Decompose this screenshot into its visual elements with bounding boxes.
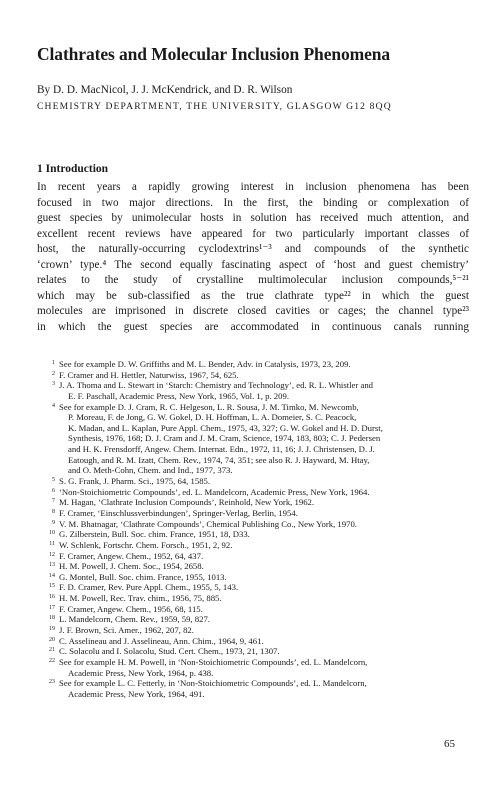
- body-line: which may be sub-classified as the true clathrate type²² in which the guest: [37, 289, 469, 302]
- footnote: [37, 551, 477, 562]
- footnote-number: 20: [49, 636, 55, 643]
- body-text: [37, 180, 469, 335]
- footnote-line: L. Mandelcorn, Chem. Rev., 1959, 59, 827.: [59, 614, 210, 625]
- footnote-number: 9: [52, 519, 55, 526]
- footnote-line: F. Cramer, ‘Einschlussverbindungen’, Springer-Verlag, Berlin, 1954.: [59, 507, 298, 518]
- footnote-line: Academic Press, New York, 1964, 491.: [68, 688, 205, 699]
- footnote-number: 18: [49, 615, 55, 622]
- footnote-line: E. F. Paschall, Academic Press, New York, 1965, Vol. 1, p. 209.: [68, 390, 289, 401]
- footnote-line: G. Montel, Bull. Soc. chim. France, 1955, 1013.: [59, 571, 227, 582]
- body-line: guest species by unimolecular hosts in solution has received much attention, and: [37, 212, 469, 225]
- article-title: Clathrates and Molecular Inclusion Phenomena: [37, 44, 391, 64]
- footnote: [37, 519, 477, 530]
- footnote: [37, 402, 477, 476]
- footnote-number: 5: [52, 477, 55, 484]
- footnote-line: Synthesis, 1976, 168; D. J. Cram and J. M. Cram, Science, 1974, 183, 803; C. J. Pedersen: [68, 433, 381, 444]
- author-line: By D. D. MacNicol, J. J. McKendrick, and D. R. Wilson: [37, 84, 293, 96]
- footnote-line: F. Cramer, Angew. Chem., 1952, 64, 437.: [59, 550, 204, 561]
- footnote: [37, 604, 477, 615]
- footnote-line: Eatough, and R. M. Izatt, Chem. Rev., 1974, 74, 351; see also R. J. Hayward, M. Htay,: [68, 454, 370, 465]
- footnote: [37, 370, 477, 381]
- footnote-line: ‘Non-Stoichiometric Compounds’, ed. L. Mandelcorn, Academic Press, New York, 1964.: [59, 486, 370, 497]
- footnote: [37, 593, 477, 604]
- footnote-line: See for example D. W. Griffiths and M. L. Bender, Adv. in Catalysis, 1973, 23, 209.: [59, 359, 351, 369]
- footnote-line: and O. Meth-Cohn, Chem. and Ind., 1977, 373.: [68, 465, 233, 476]
- footnote: [37, 678, 477, 699]
- footnote: [37, 529, 477, 540]
- footnote: [37, 572, 477, 583]
- page-number: 65: [444, 738, 455, 750]
- footnote-number: 7: [52, 498, 55, 505]
- footnote-number: 8: [52, 508, 55, 515]
- footnote-line: Academic Press, New York, 1964, p. 438.: [68, 667, 214, 678]
- body-line: host, the naturally-occurring cyclodextrins¹⁻³ and compounds of the synthetic: [37, 243, 469, 256]
- section-heading: 1 Introduction: [37, 163, 109, 175]
- footnote-line: See for example H. M. Powell, in ‘Non-Stoichiometric Compounds’, ed. L. Mandelcorn,: [59, 656, 368, 667]
- footnote: [37, 561, 477, 572]
- footnote: [37, 380, 477, 401]
- footnote-line: W. Schlenk, Fortschr. Chem. Forsch., 1951, 2, 92.: [59, 539, 233, 550]
- footnote: [37, 657, 477, 678]
- body-line: ‘crown’ type.⁴ The second equally fascinating aspect of ‘host and guest chemistry’: [37, 258, 469, 271]
- footnote-number: 22: [49, 657, 55, 664]
- footnote-number: 15: [49, 583, 55, 590]
- footnote-number: 10: [49, 530, 55, 537]
- footnote-number: 17: [49, 604, 55, 611]
- footnote-number: 21: [49, 647, 55, 654]
- footnote: [37, 582, 477, 593]
- footnote-line: and H. K. Frensdorff, Angew. Chem. Internat. Edn., 1972, 11, 16; J. J. Christensen, D. J.: [68, 444, 375, 455]
- footnote-line: F. D. Cramer, Rev. Pure Appl. Chem., 1955, 5, 143.: [59, 582, 239, 593]
- footnote-line: J. A. Thoma and L. Stewart in ‘Starch: Chemistry and Technology’, ed. R. L. Whistler and: [59, 380, 374, 391]
- footnote-number: 1: [52, 360, 55, 366]
- footnote: [37, 476, 477, 487]
- footnote-line: V. M. Bhatnagar, ‘Clathrate Compounds’, Chemical Publishing Co., New York, 1970.: [59, 518, 357, 529]
- footnote-line: M. Hagan, ‘Clathrate Inclusion Compounds’, Reinhold, New York, 1962.: [59, 497, 315, 508]
- footnote-number: 4: [52, 402, 55, 409]
- footnote-line: H. M. Powell, J. Chem. Soc., 1954, 2658.: [59, 561, 204, 572]
- footnote: [37, 359, 477, 370]
- footnote-line: G. Zilberstein, Bull. Soc. chim. France, 1951, 18, D33.: [59, 529, 250, 540]
- footnote-number: 11: [49, 540, 55, 547]
- footnote-line: H. M. Powell, Rec. Trav. chim., 1956, 75, 885.: [59, 593, 222, 604]
- footnote: [37, 636, 477, 647]
- footnote-line: F. Cramer and H. Hettler, Naturwiss, 1967, 54, 625.: [59, 369, 239, 380]
- footnote-line: J. F. Brown, Sci. Amer., 1962, 207, 82.: [59, 625, 194, 636]
- body-line: in which the guest species are accommodated in continuous canals running: [37, 320, 469, 333]
- footnote-line: See for example D. J. Cram, R. C. Helgeson, L. R. Sousa, J. M. Timko, M. Newcomb,: [59, 401, 359, 412]
- footnote-number: 3: [52, 381, 55, 388]
- footnote-line: P. Moreau, F. de Jong, G. W. Gokel, D. H. Hoffman, L. A. Domeier, S. C. Peacock,: [68, 412, 357, 423]
- body-line: focused in two major directions. In the first, the binding or complexation of: [37, 196, 469, 209]
- footnote-line: C. Solacolu and I. Solacolu, Stud. Cert. Chem., 1973, 21, 1307.: [59, 646, 280, 657]
- footnote: [37, 508, 477, 519]
- footnote: [37, 614, 477, 625]
- footnote-number: 19: [49, 626, 55, 633]
- body-line: relates to the study of crystalline multimolecular inclusion compounds,⁵⁻²¹: [37, 274, 469, 287]
- footnote-line: K. Madan, and L. Kaplan, Pure Appl. Chem., 1975, 43, 327; G. W. Gokel and H. D. Durst,: [68, 422, 383, 433]
- affiliation: CHEMISTRY DEPARTMENT, THE UNIVERSITY, GLASGOW G12 8QQ: [37, 101, 392, 112]
- footnote-number: 13: [49, 562, 55, 569]
- footnote-line: See for example L. C. Fetterly, in ‘Non-Stoichiometric Compounds’, ed. L. Mandelcorn,: [59, 678, 367, 689]
- footnote-number: 12: [49, 551, 55, 558]
- footnote: [37, 497, 477, 508]
- footnote-line: C. Asselineau and J. Asselineau, Ann. Chim., 1964, 9, 461.: [59, 635, 264, 646]
- body-line: molecules are imprisoned in discrete closed cavities or cages; the channel type²³: [37, 305, 469, 318]
- body-line: In recent years a rapidly growing interest in inclusion phenomena has been: [37, 181, 469, 193]
- footnote-number: 2: [52, 370, 55, 377]
- body-line: excellent recent reviews have appeared for two particularly important classes of: [37, 227, 469, 240]
- footnote: [37, 625, 477, 636]
- footnote-line: F. Cramer, Angew. Chem., 1956, 68, 115.: [59, 603, 203, 614]
- footnote: [37, 646, 477, 657]
- footnote-number: 6: [52, 487, 55, 494]
- footnote-number: 23: [49, 679, 55, 686]
- footnote: [37, 540, 477, 551]
- footnotes: [37, 359, 477, 700]
- footnote-number: 14: [49, 572, 55, 579]
- footnote: [37, 487, 477, 498]
- footnote-number: 16: [49, 594, 55, 601]
- footnote-line: S. G. Frank, J. Pharm. Sci., 1975, 64, 1585.: [59, 476, 211, 487]
